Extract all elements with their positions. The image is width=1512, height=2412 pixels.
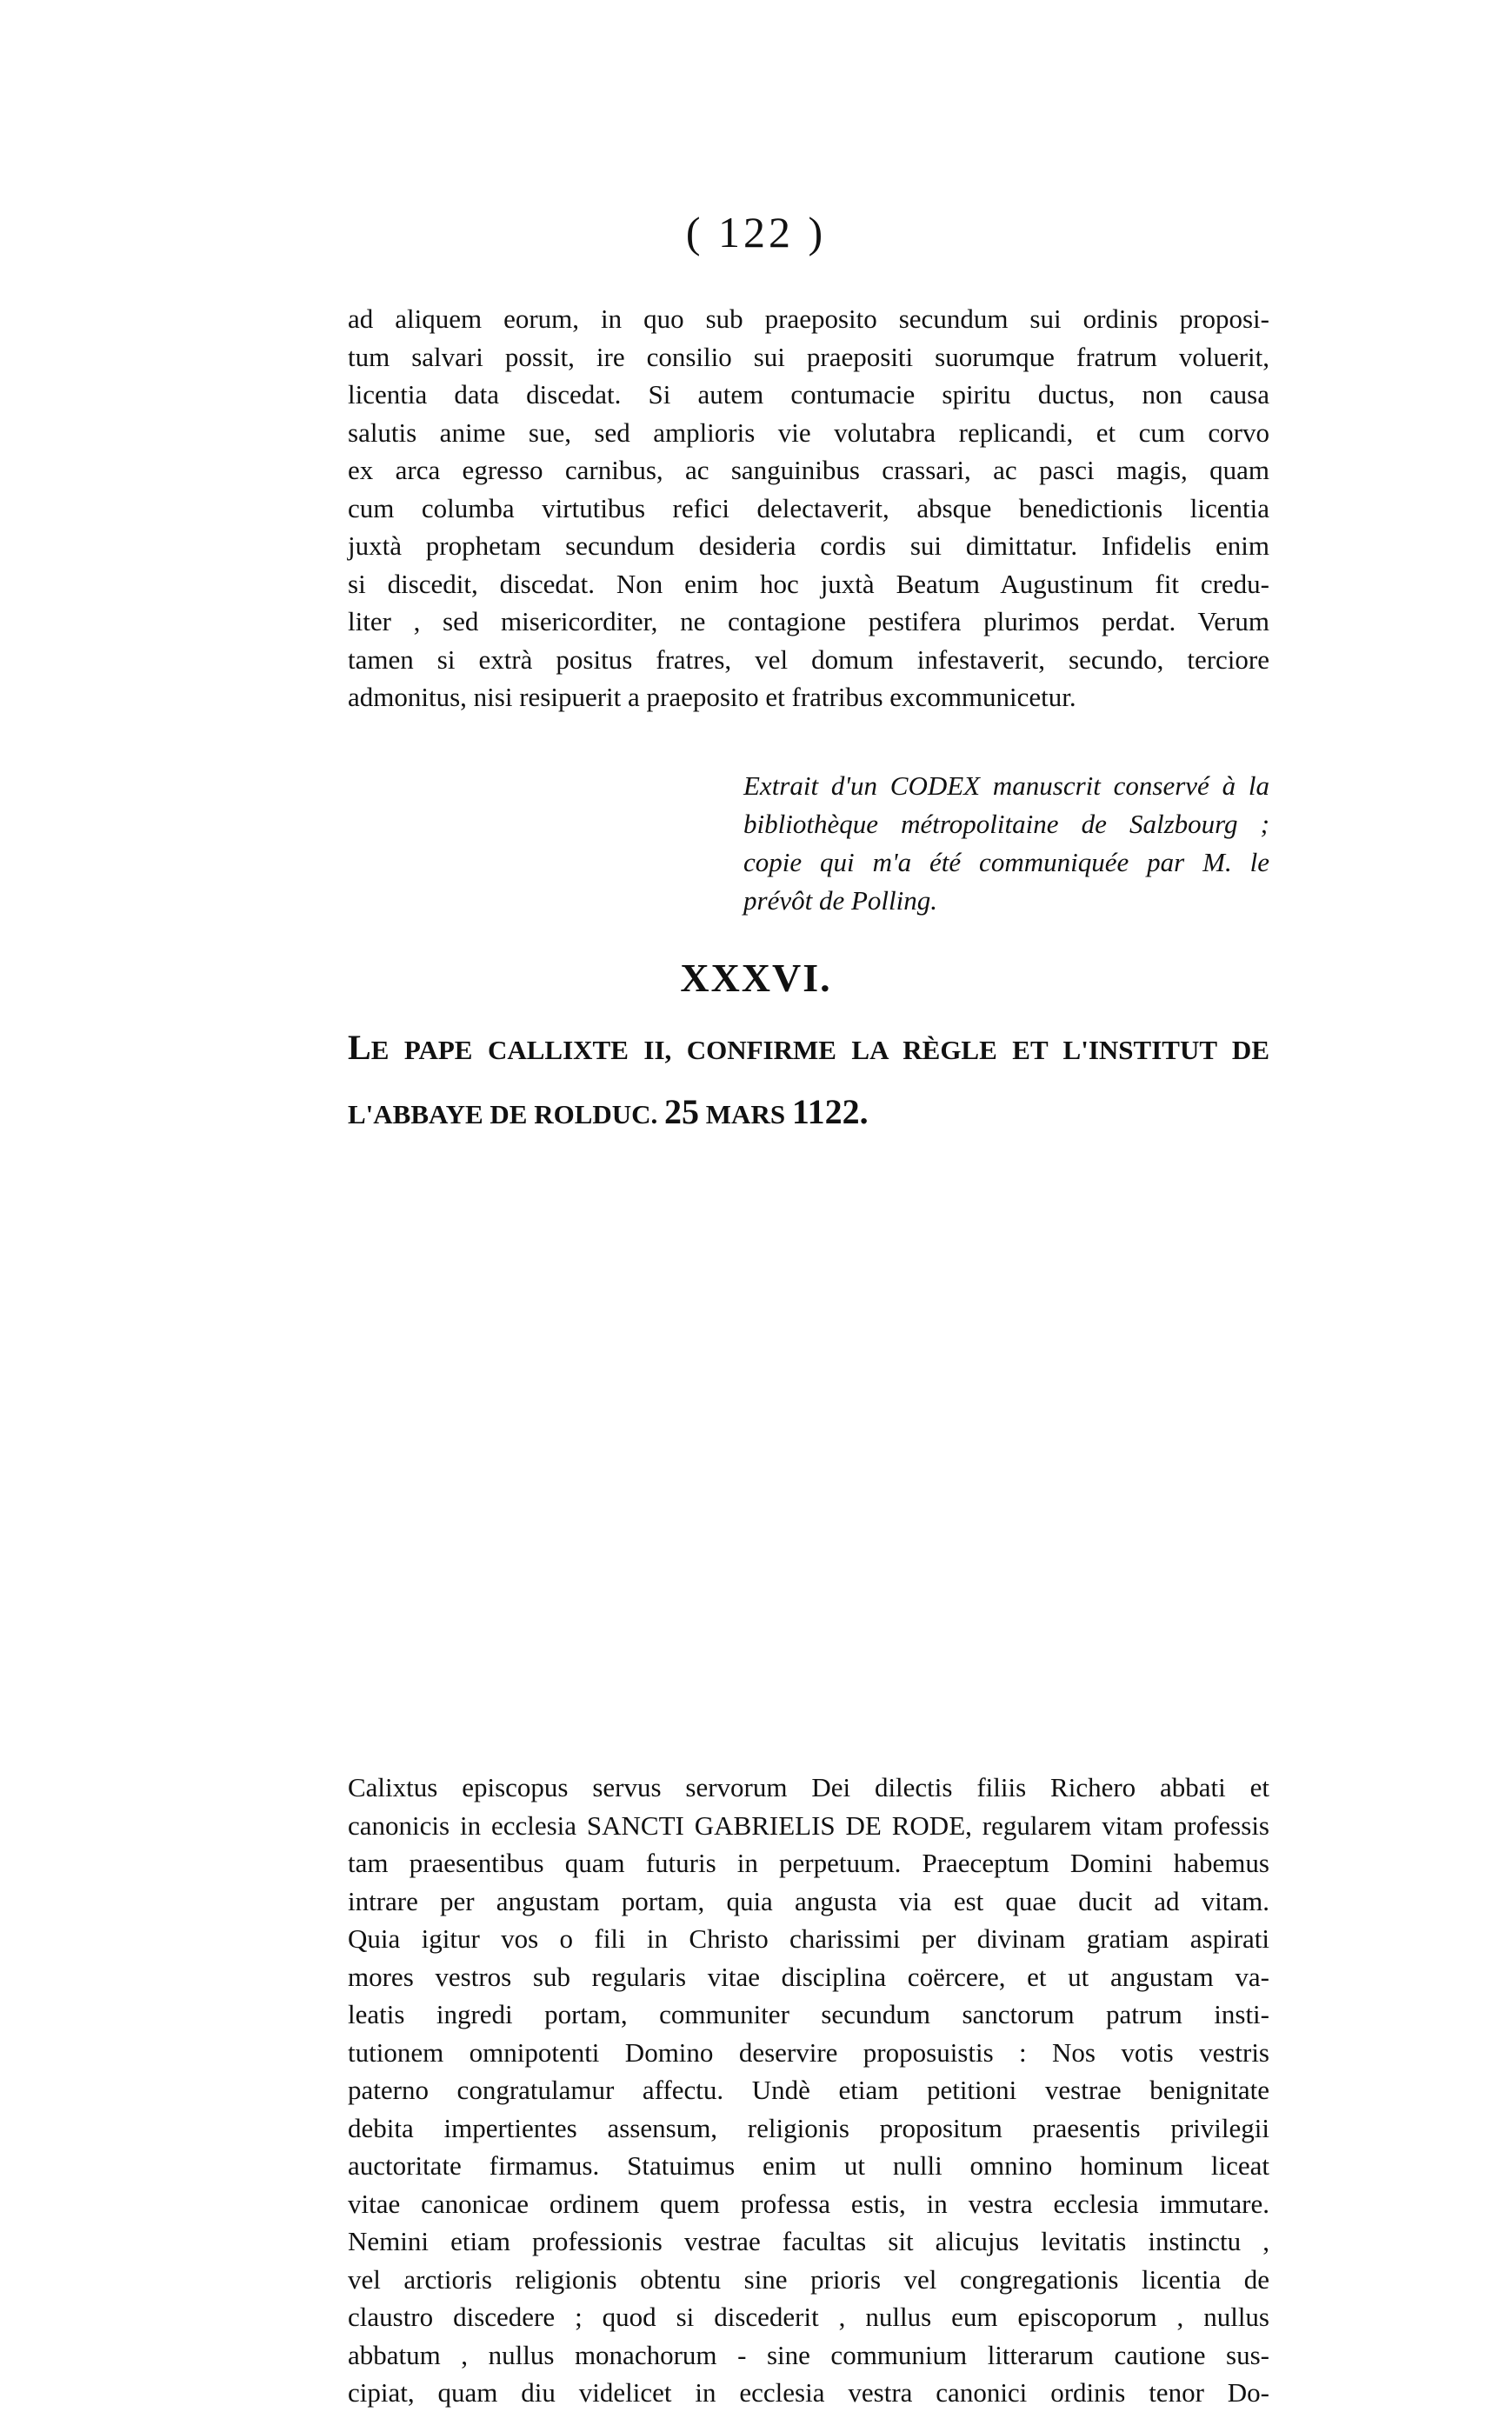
heading-initial: L: [348, 1028, 371, 1067]
text-line: canonicis in ecclesia SANCTI GABRIELIS DE RODE, regularem vitam professis: [348, 1809, 1269, 1841]
text-line: liter , sed misericorditer, ne contagione pestifera plurimos perdat. Verum: [348, 606, 1269, 636]
heading-year: 1122.: [791, 1092, 869, 1131]
text-line: juxtà prophetam secundum desideria cordis sui dimittatur. Infidelis enim: [348, 530, 1269, 561]
document-number: XXXVI.: [680, 956, 832, 1000]
text-line: Quia igitur vos o fili in Christo charissimi per divinam gratiam aspirati: [348, 1923, 1269, 1954]
text-line: vitae canonicae ordinem quem professa estis, in vestra ecclesia immutare.: [348, 2188, 1269, 2219]
text-line: tutionem omnipotenti Domino deservire proposuistis : Nos votis vestris: [348, 2036, 1269, 2068]
heading-abbey: L'ABBAYE DE ROLDUC.: [348, 1099, 658, 1129]
source-note: [743, 767, 1269, 920]
text-line: auctoritate firmamus. Statuimus enim ut nulli omnino hominum liceat: [348, 2150, 1269, 2181]
text-line: tum salvari possit, ire consilio sui praepositi suorumque fratrum voluerit,: [348, 341, 1269, 372]
heading-line-1: [348, 1016, 1269, 1080]
text-line: Calixtus episcopus servus servorum Dei dilectis filiis Richero abbati et: [348, 1772, 1269, 1802]
text-line: mores vestros sub regularis vitae disciplina coërcere, et ut angustam va-: [348, 1961, 1269, 1992]
document-heading: [348, 1016, 1269, 1144]
heading-text: E PAPE CALLIXTE II, CONFIRME LA RÈGLE ET L'INSTITUT DE: [370, 1035, 1269, 1065]
paragraph-bull-text: [348, 1769, 1269, 2412]
text-line: admonitus, nisi resipuerit a praeposito et fratribus excommunicetur.: [348, 682, 1076, 712]
text-line: tam praesentibus quam futuris in perpetuum. Praeceptum Domini habemus: [348, 1848, 1269, 1878]
text-line: intrare per angustam portam, quia angusta via est quae ducit ad vitam.: [348, 1885, 1269, 1916]
source-line: copie qui m'a été communiquée par M. le: [743, 847, 1269, 877]
text-line: cipiat, quam diu videlicet in ecclesia vestra canonici ordinis tenor Do-: [348, 2377, 1269, 2408]
text-line: ad aliquem eorum, in quo sub praeposito secundum sui ordinis proposi-: [348, 303, 1269, 334]
text-line: tamen si extrà positus fratres, vel domum infestaverit, secundo, terciore: [348, 643, 1269, 675]
text-line: ex arca egresso carnibus, ac sanguinibus crassari, ac pasci magis, quam: [348, 455, 1269, 485]
text-line: licentia data discedat. Si autem contumacie spiritu ductus, non causa: [348, 379, 1269, 410]
source-line: Extrait d'un CODEX manuscrit conservé à la: [743, 770, 1269, 801]
source-line: prévôt de Polling.: [743, 885, 937, 916]
text-line: vel arctioris religionis obtentu sine prioris vel congregationis licentia de: [348, 2263, 1269, 2295]
text-line: Nemini etiam professionis vestrae facultas sit alicujus levitatis instinctu ,: [348, 2226, 1269, 2256]
text-line: leatis ingredi portam, communiter secundum sanctorum patrum insti-: [348, 1999, 1269, 2029]
text-line: cum columba virtutibus refici delectaverit, absque benedictionis licentia: [348, 492, 1269, 523]
heading-month: MARS: [705, 1099, 786, 1129]
heading-day: 25: [664, 1092, 700, 1131]
source-line: bibliothèque métropolitaine de Salzbourg ;: [743, 809, 1269, 839]
page-number: ( 122 ): [685, 208, 827, 257]
text-line: paterno congratulamur affectu. Undè etiam petitioni vestrae benignitate: [348, 2075, 1269, 2105]
text-line: debita impertientes assensum, religionis propositum praesentis privilegii: [348, 2112, 1269, 2143]
text-line: si discedit, discedat. Non enim hoc juxtà Beatum Augustinum fit credu-: [348, 568, 1269, 599]
heading-line-2: [348, 1080, 1269, 1144]
text-line: abbatum , nullus monachorum - sine communium litterarum cautione sus-: [348, 2339, 1269, 2370]
paragraph-rule-excerpt: [348, 300, 1269, 716]
text-line: claustro discedere ; quod si discederit , nullus eum episcoporum , nullus: [348, 2302, 1269, 2332]
text-line: salutis anime sue, sed amplioris vie volutabra replicandi, et cum corvo: [348, 416, 1269, 448]
